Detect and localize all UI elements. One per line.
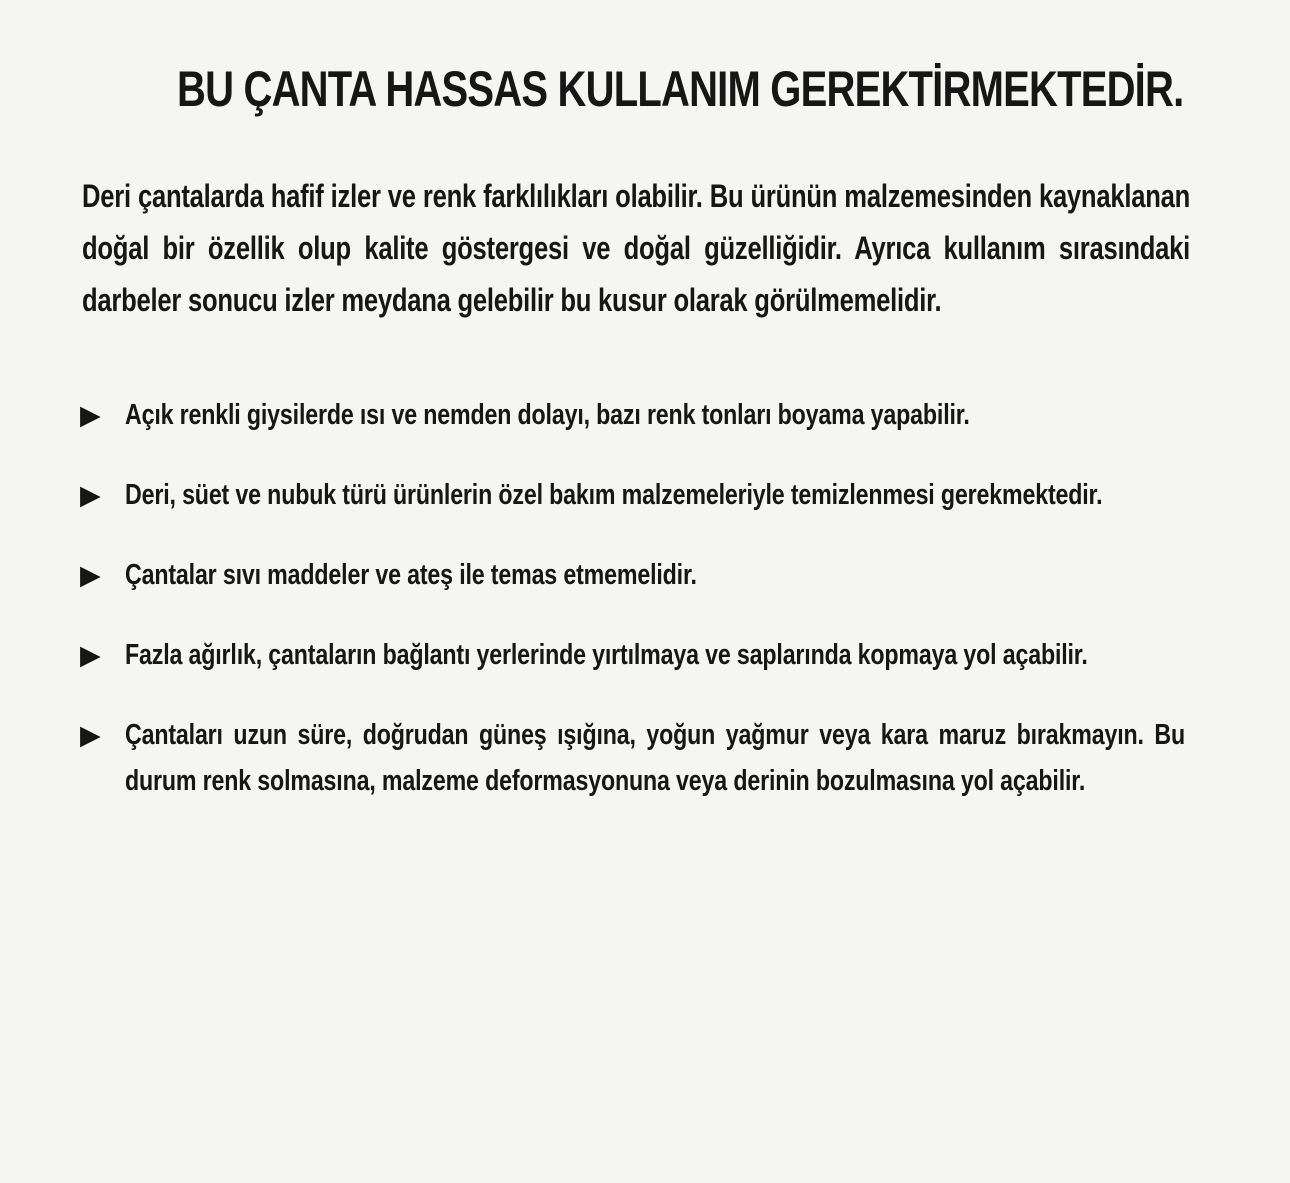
bullet-text: Çantalar sıvı maddeler ve ateş ile temas etmemelidir. — [125, 559, 697, 591]
triangle-bullet-icon: ▶ — [80, 720, 101, 750]
list-item — [80, 552, 1185, 598]
triangle-bullet-icon: ▶ — [80, 640, 101, 670]
care-bullet-list — [80, 392, 1185, 804]
bullet-text: Açık renkli giysilerde ısı ve nemden dolayı, bazı renk tonları boyama yapabilir. — [125, 399, 970, 431]
triangle-bullet-icon: ▶ — [80, 480, 101, 510]
list-item — [80, 392, 1185, 438]
bullet-text: Deri, süet ve nubuk türü ürünlerin özel bakım malzemeleriyle temizlenmesi gerekmektedir. — [125, 479, 1103, 511]
bullet-text: Fazla ağırlık, çantaların bağlantı yerlerinde yırtılmaya ve saplarında kopmaya yol açabilir. — [125, 639, 1088, 671]
page-title: BU ÇANTA HASSAS KULLANIM GEREKTİRMEKTEDİR. — [177, 61, 1184, 117]
triangle-bullet-icon: ▶ — [80, 400, 101, 430]
bullet-text: Çantaları uzun süre, doğrudan güneş ışığına, yoğun yağmur veya kara maruz bırakmayın. Bu durum renk solmasına, malzeme deformasyonuna veya derinin bozulmasına yol açabilir. — [125, 719, 1185, 797]
list-item — [80, 712, 1185, 804]
triangle-bullet-icon: ▶ — [80, 560, 101, 590]
list-item — [80, 632, 1185, 678]
intro-paragraph — [82, 170, 1190, 326]
intro-paragraph-text: Deri çantalarda hafif izler ve renk farklılıkları olabilir. Bu ürünün malzemesinden kaynaklanan doğal bir özellik olup kalite göstergesi ve doğal güzelliğidir. Ayrıca kullanım sırasındaki darbeler sonucu izler meydana gelebilir bu kusur olarak görülmemelidir. — [82, 178, 1190, 318]
list-item — [80, 472, 1185, 518]
